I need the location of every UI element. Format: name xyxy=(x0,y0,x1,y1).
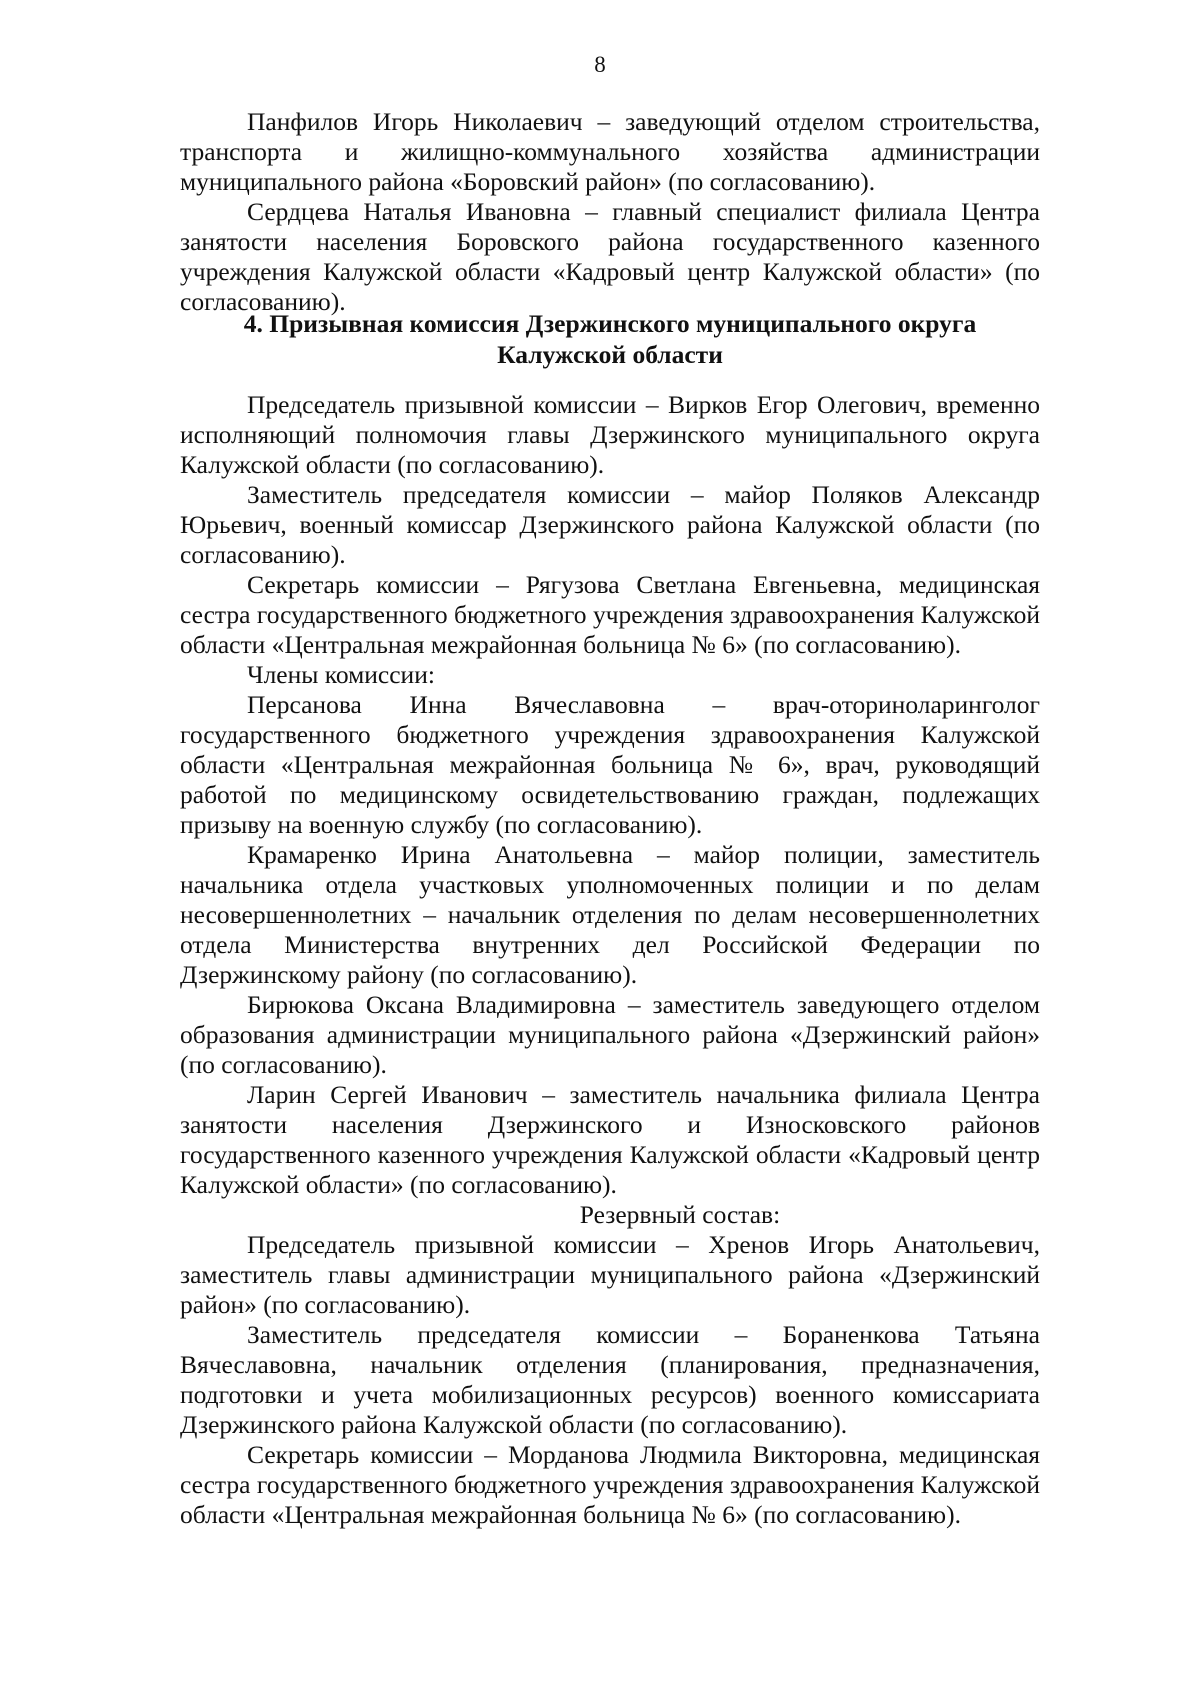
section-title-line-2: Калужской области xyxy=(497,340,723,369)
section-heading xyxy=(180,308,1040,370)
members-label: Члены комиссии: xyxy=(247,660,435,689)
paragraph-biryukova: Бирюкова Оксана Владимировна – заместитель заведующего отделом образования администрации муниципального района «Дзержинский район» (по согласованию). xyxy=(180,990,1040,1079)
paragraph-reserve-deputy: Заместитель председателя комиссии – Бораненкова Татьяна Вячеславовна, начальник отделения (планирования, предназначения, подготовки и учета мобилизационных ресурсов) военного комиссариата Дзержинского района Калужской области (по согласованию). xyxy=(180,1320,1040,1439)
paragraph-secretary: Секретарь комиссии – Рягузова Светлана Евгеньевна, медицинская сестра государственного бюджетного учреждения здравоохранения Калужской области «Центральная межрайонная больница № 6» (по согласованию). xyxy=(180,570,1040,659)
paragraph-chairman: Председатель призывной комиссии – Вирков Егор Олегович, временно исполняющий полномочия главы Дзержинского муниципального округа Калужской области (по согласованию). xyxy=(180,390,1040,479)
page-number: 8 xyxy=(594,52,606,77)
paragraph-larin: Ларин Сергей Иванович – заместитель начальника филиала Центра занятости населения Дзержинского и Износковского районов государственного казенного учреждения Калужской области «Кадровый центр Калужской области» (по согласованию). xyxy=(180,1080,1040,1199)
paragraph-deputy-chairman: Заместитель председателя комиссии – майор Поляков Александр Юрьевич, военный комиссар Дзержинского района Калужской области (по согласованию). xyxy=(180,480,1040,569)
paragraph-panfilov: Панфилов Игорь Николаевич – заведующий отделом строительства, транспорта и жилищно-коммунального хозяйства администрации муниципального района «Боровский район» (по согласованию). xyxy=(180,107,1040,196)
paragraph-persanova: Персанова Инна Вячеславовна – врач-оториноларинголог государственного бюджетного учреждения здравоохранения Калужской области «Центральная межрайонная больница № 6», врач, руководящий работой по медицинскому освидетельствованию граждан, подлежащих призыву на военную службу (по согласованию). xyxy=(180,690,1040,839)
section-title-line-1: 4. Призывная комиссия Дзержинского муниципального округа xyxy=(243,309,977,338)
paragraph-reserve-chairman: Председатель призывной комиссии – Хренов Игорь Анатольевич, заместитель главы администрации муниципального района «Дзержинский район» (по согласованию). xyxy=(180,1230,1040,1319)
top-paragraphs xyxy=(180,107,1040,317)
paragraph-kramarenko: Крамаренко Ирина Анатольевна – майор полиции, заместитель начальника отдела участковых уполномоченных полиции и по делам несовершеннолетних – начальник отделения по делам несовершеннолетних отдела Министерства внутренних дел Российской Федерации по Дзержинскому району (по согласованию). xyxy=(180,840,1040,989)
reserve-label: Резервный состав: xyxy=(579,1200,781,1229)
paragraph-reserve-secretary: Секретарь комиссии – Морданова Людмила Викторовна, медицинская сестра государственного бюджетного учреждения здравоохранения Калужской области «Центральная межрайонная больница № 6» (по согласованию). xyxy=(180,1440,1040,1529)
main-composition xyxy=(180,390,1040,1530)
paragraph-serdtseva: Сердцева Наталья Ивановна – главный специалист филиала Центра занятости населения Боровского района государственного казенного учреждения Калужской области «Кадровый центр Калужской области» (по согласованию). xyxy=(180,197,1040,316)
